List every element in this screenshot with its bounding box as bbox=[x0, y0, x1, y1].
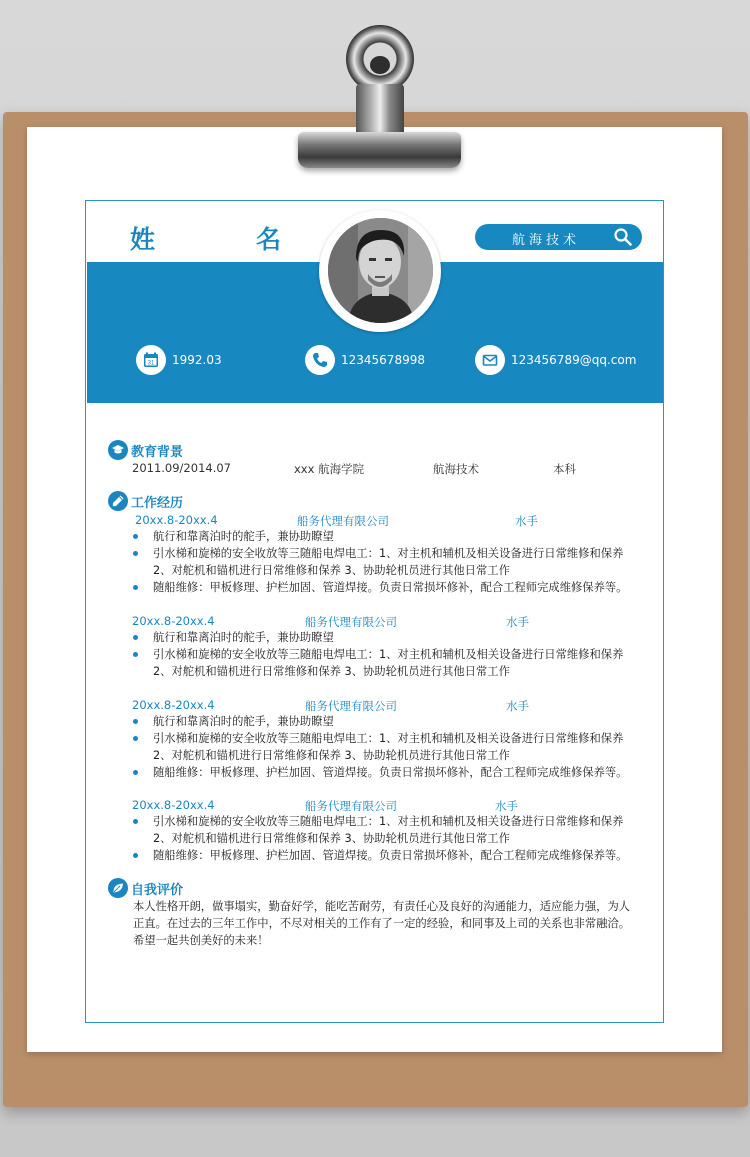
search-pill[interactable] bbox=[475, 224, 642, 250]
job-role: 水手 bbox=[506, 615, 529, 629]
job-role: 水手 bbox=[495, 799, 518, 813]
edu-school: xxx 航海学院 bbox=[294, 462, 365, 476]
person-name: 姓 名 bbox=[130, 225, 320, 254]
list-item: 引水梯和旋梯的安全收放等三随船电焊电工：1、对主机和辅机及相关设备进行日常维修和保养 2、对舵机和锚机进行日常维修和保养 3、协助轮机员进行其他日常工作 bbox=[133, 813, 638, 847]
job-company: 船务代理有限公司 bbox=[305, 699, 397, 713]
edu-major: 航海技术 bbox=[433, 462, 479, 476]
list-item: 航行和靠离泊时的舵手，兼协助瞭望 bbox=[133, 528, 638, 545]
job-duties bbox=[133, 813, 638, 864]
section-title: 教育背景 bbox=[131, 444, 184, 460]
graduation-cap-icon bbox=[108, 440, 128, 460]
contact-birth bbox=[136, 344, 222, 376]
email-address: 123456789@qq.com bbox=[511, 353, 637, 367]
section-title: 自我评价 bbox=[131, 882, 184, 898]
job-company: 船务代理有限公司 bbox=[305, 615, 397, 629]
binder-clip-neck bbox=[356, 84, 404, 138]
job-duties bbox=[133, 629, 638, 680]
search-icon[interactable] bbox=[613, 227, 633, 247]
section-education bbox=[108, 440, 183, 460]
leaf-icon bbox=[108, 878, 128, 898]
job-duties bbox=[133, 528, 638, 596]
list-item: 引水梯和旋梯的安全收放等三随船电焊电工：1、对主机和辅机及相关设备进行日常维修和保养 2、对舵机和锚机进行日常维修和保养 3、协助轮机员进行其他日常工作 bbox=[133, 545, 638, 579]
binder-clip-hole bbox=[370, 56, 390, 74]
job-period: 20xx.8-20xx.4 bbox=[132, 798, 215, 812]
job-company: 船务代理有限公司 bbox=[305, 799, 397, 813]
edu-period: 2011.09/2014.07 bbox=[132, 461, 231, 475]
job-period: 20xx.8-20xx.4 bbox=[132, 614, 215, 628]
job-period: 20xx.8-20xx.4 bbox=[135, 513, 218, 527]
job-company: 船务代理有限公司 bbox=[297, 514, 389, 528]
job-period: 20xx.8-20xx.4 bbox=[132, 698, 215, 712]
edu-degree: 本科 bbox=[553, 462, 576, 476]
phone-number: 12345678998 bbox=[341, 353, 425, 367]
calendar-number: 31 bbox=[147, 360, 155, 367]
self-evaluation-text: 本人性格开朗，做事塌实，勤奋好学，能吃苦耐劳，有责任心及良好的沟通能力，适应能力强，为人正直。在过去的三年工作中，不尽对相关的工作有了一定的经验，和同事及上司的关系也非常融洽。希望一起共创美好的未来！ bbox=[133, 900, 631, 947]
job-role: 水手 bbox=[506, 699, 529, 713]
pencil-icon bbox=[108, 491, 128, 511]
avatar bbox=[328, 218, 433, 323]
section-self-eval bbox=[108, 878, 183, 898]
mail-icon bbox=[475, 345, 505, 375]
list-item: 航行和靠离泊时的舵手，兼协助瞭望 bbox=[133, 629, 638, 646]
list-item: 随船维修：甲板修理、护栏加固、管道焊接。负责日常损坏修补，配合工程师完成维修保养等。 bbox=[133, 579, 638, 596]
binder-clip-base bbox=[298, 132, 461, 168]
calendar-icon bbox=[136, 345, 166, 375]
birth-date: 1992.03 bbox=[172, 353, 222, 367]
list-item: 航行和靠离泊时的舵手，兼协助瞭望 bbox=[133, 713, 638, 730]
contact-phone bbox=[305, 344, 425, 376]
section-title: 工作经历 bbox=[131, 495, 184, 511]
contact-email bbox=[475, 344, 636, 376]
job-duties bbox=[133, 713, 638, 781]
job-role: 水手 bbox=[515, 514, 538, 528]
phone-icon bbox=[305, 345, 335, 375]
list-item: 随船维修：甲板修理、护栏加固、管道焊接。负责日常损坏修补，配合工程师完成维修保养等。 bbox=[133, 847, 638, 864]
list-item: 引水梯和旋梯的安全收放等三随船电焊电工：1、对主机和辅机及相关设备进行日常维修和保养 2、对舵机和锚机进行日常维修和保养 3、协助轮机员进行其他日常工作 bbox=[133, 646, 638, 680]
list-item: 随船维修：甲板修理、护栏加固、管道焊接。负责日常损坏修补，配合工程师完成维修保养等。 bbox=[133, 764, 638, 781]
section-work bbox=[108, 491, 183, 511]
list-item: 引水梯和旋梯的安全收放等三随船电焊电工：1、对主机和辅机及相关设备进行日常维修和保养 2、对舵机和锚机进行日常维修和保养 3、协助轮机员进行其他日常工作 bbox=[133, 730, 638, 764]
search-pill-text: 航海技术 bbox=[512, 233, 581, 248]
